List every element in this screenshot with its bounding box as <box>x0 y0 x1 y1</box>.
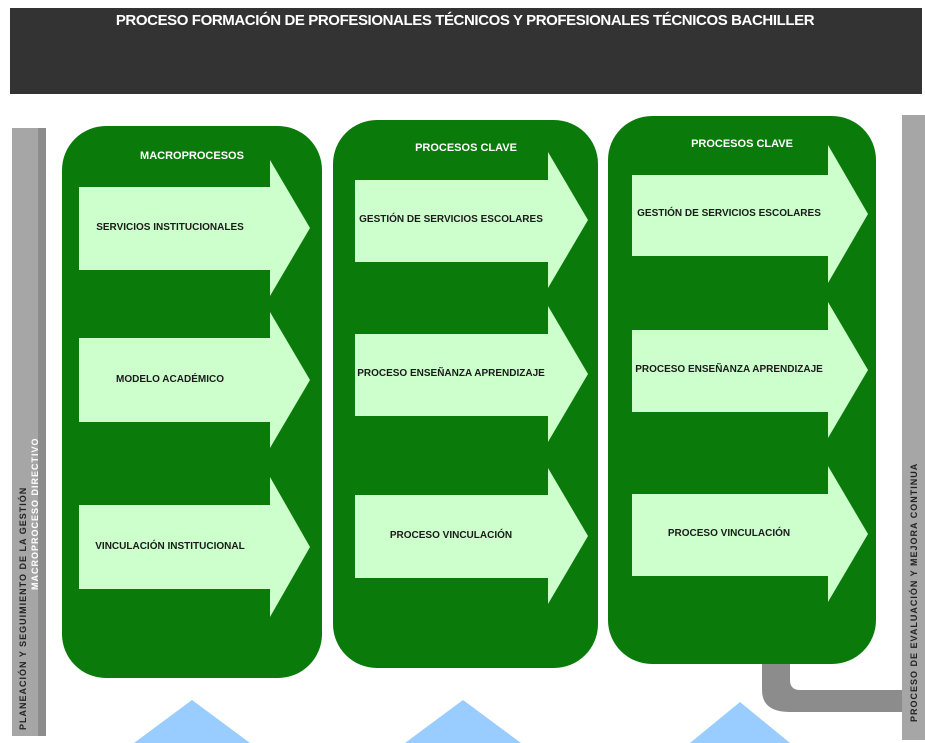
label-vinculacion-1: PROCESO VINCULACIÓN <box>389 530 513 541</box>
column-title-macroprocesos: MACROPROCESOS <box>140 150 244 162</box>
label-gestion-servicios-escolares-1: GESTIÓN DE SERVICIOS ESCOLARES <box>359 214 543 225</box>
left-bar-label-planeacion: PLANEACIÓN Y SEGUIMIENTO DE LA GESTIÓN <box>18 486 28 730</box>
label-ensenanza-aprendizaje-1: PROCESO ENSEÑANZA APRENDIZAJE <box>357 368 545 379</box>
label-servicios-institucionales: SERVICIOS INSTITUCIONALES <box>96 222 244 233</box>
left-side-bar-shade <box>38 128 46 736</box>
up-arrow-1 <box>134 700 250 743</box>
label-vinculacion-institucional: VINCULACIÓN INSTITUCIONAL <box>95 541 245 552</box>
column-title-procesos-clave-1: PROCESOS CLAVE <box>415 142 517 154</box>
diagram-title: PROCESO FORMACIÓN DE PROFESIONALES TÉCNICOS Y PROFESIONALES TÉCNICOS BACHILLER <box>115 12 815 29</box>
column-title-procesos-clave-2: PROCESOS CLAVE <box>691 138 793 150</box>
up-arrow-2 <box>405 700 521 743</box>
left-bar-label-macroproceso: MACROPROCESO DIRECTIVO <box>30 437 40 590</box>
label-modelo-academico: MODELO ACADÉMICO <box>116 374 224 385</box>
label-ensenanza-aprendizaje-2: PROCESO ENSEÑANZA APRENDIZAJE <box>635 364 823 375</box>
label-gestion-servicios-escolares-2: GESTIÓN DE SERVICIOS ESCOLARES <box>637 208 821 219</box>
right-bar-label-evaluacion: PROCESO DE EVALUACIÓN Y MEJORA CONTINUA <box>909 462 919 722</box>
label-vinculacion-2: PROCESO VINCULACIÓN <box>667 528 791 539</box>
